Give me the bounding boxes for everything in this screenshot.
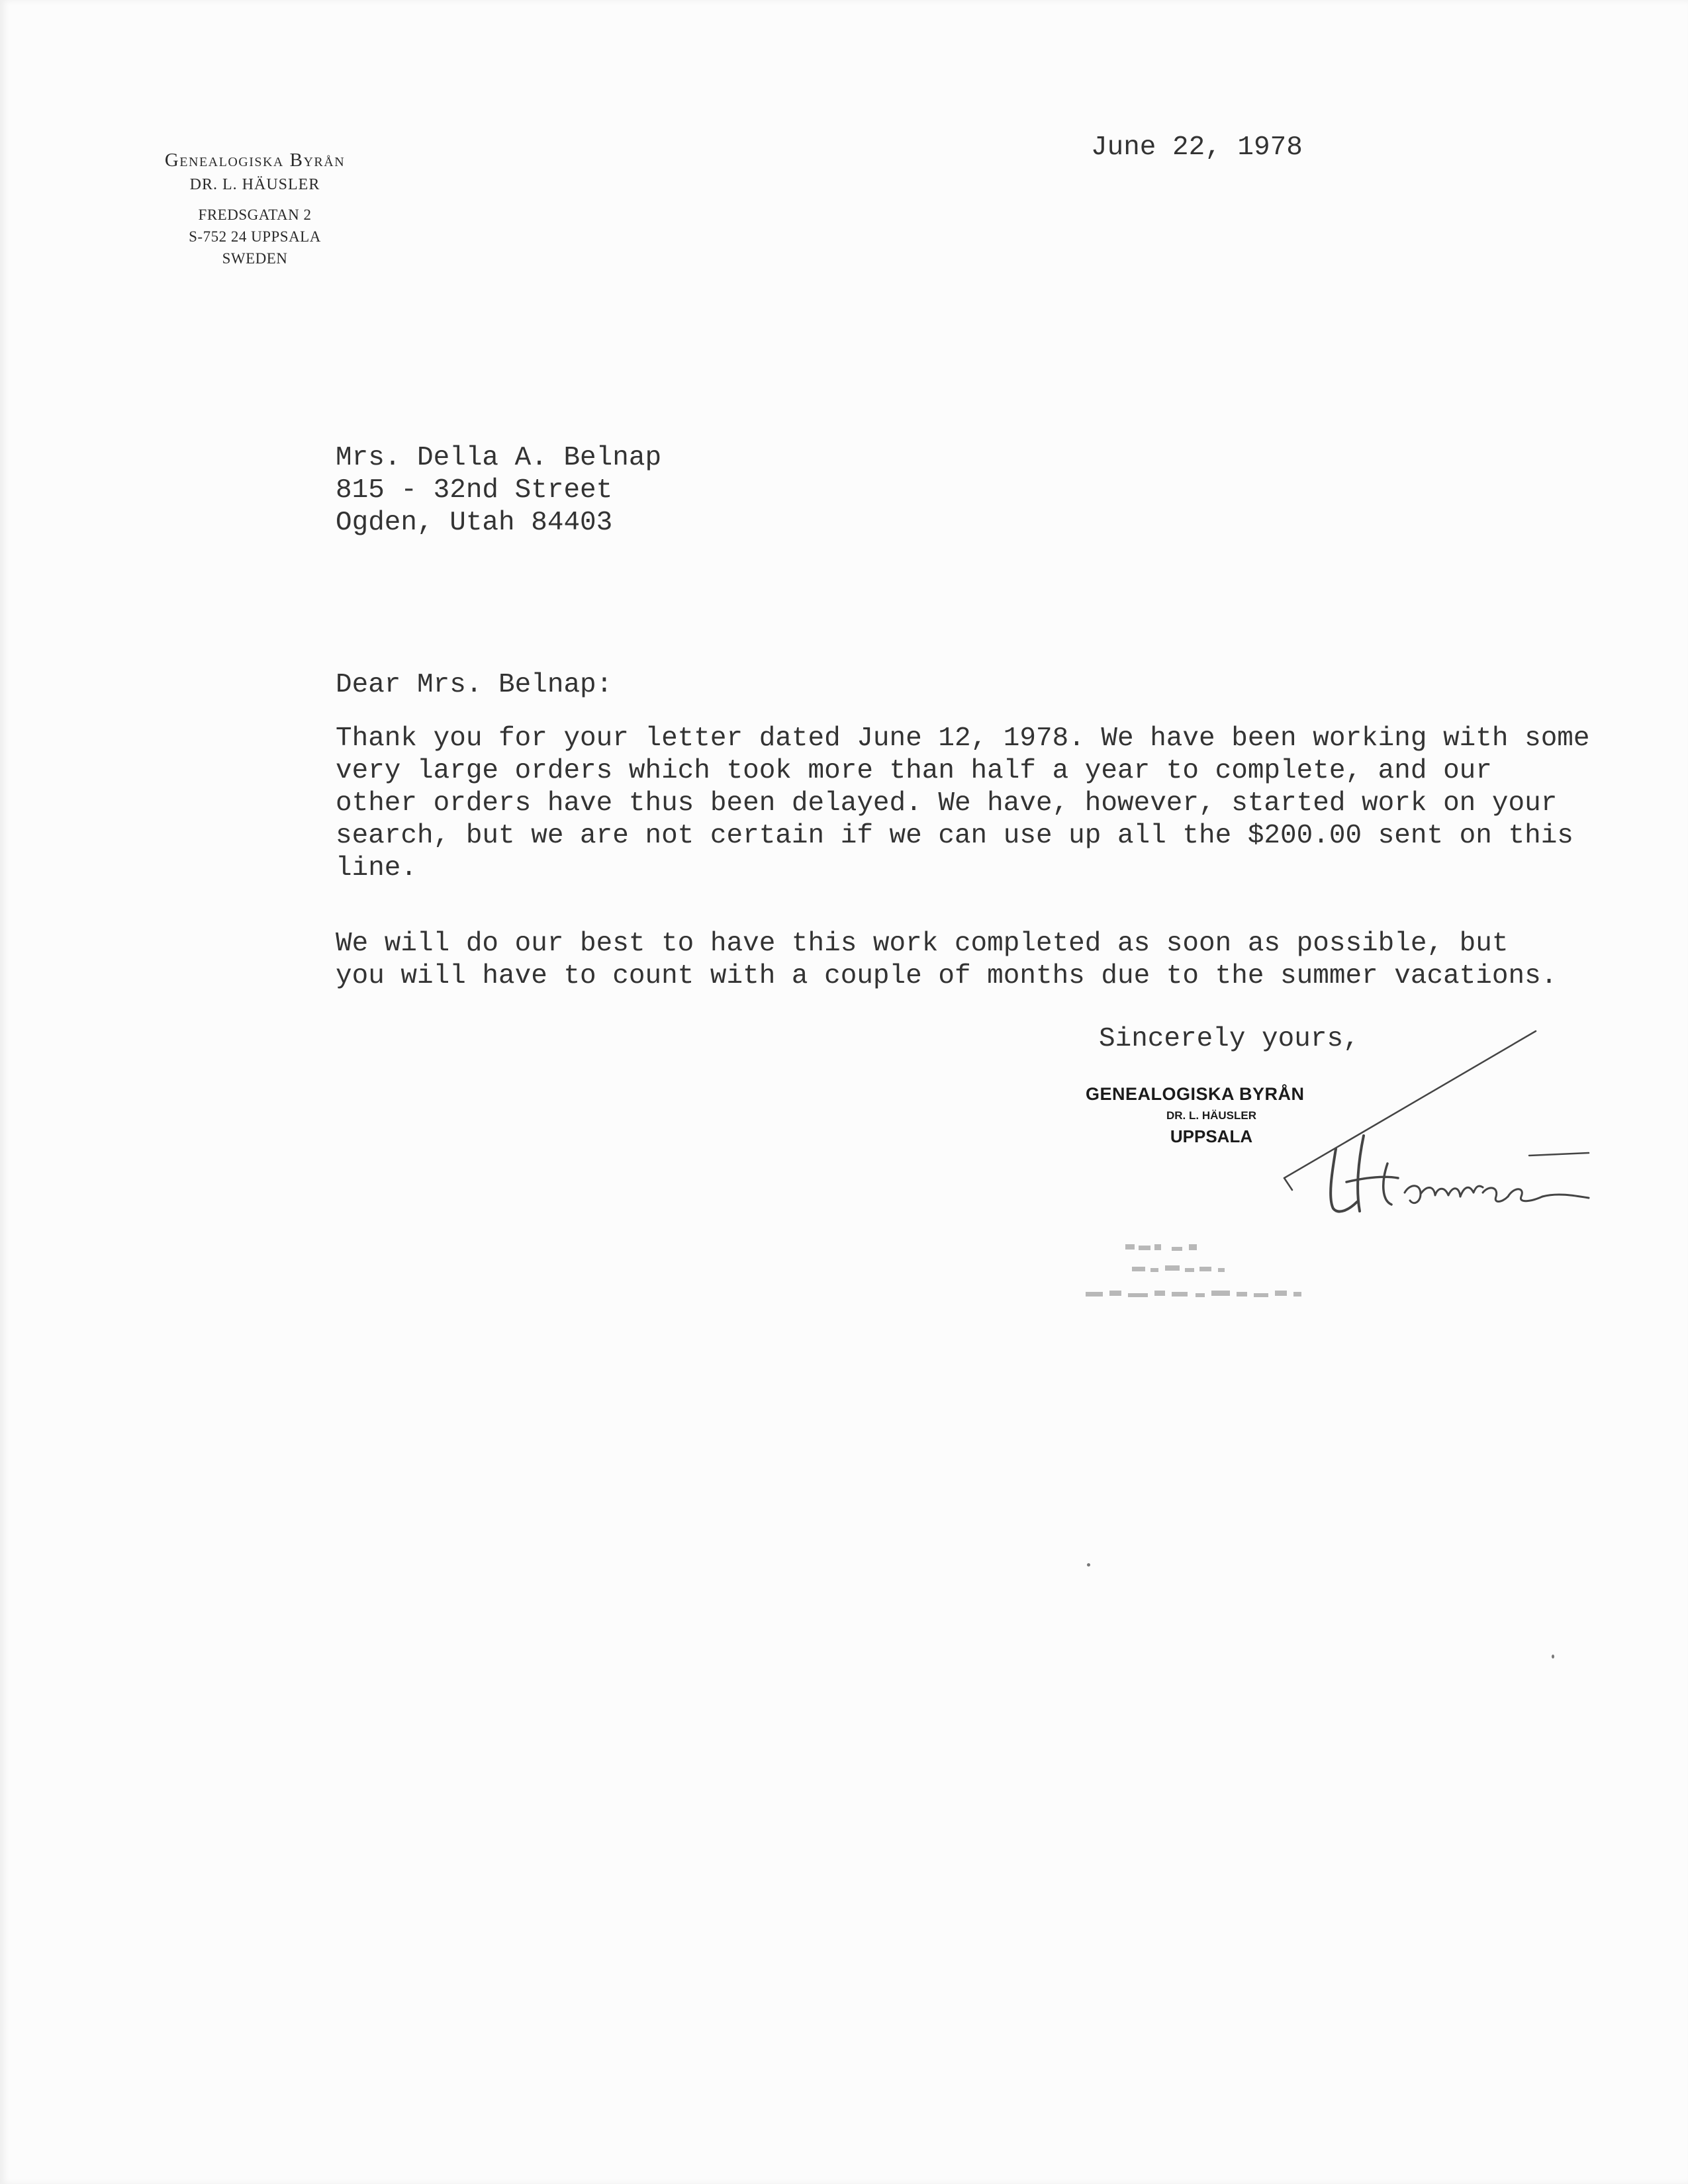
letterhead [126, 147, 384, 269]
stamp-person: DR. L. HÄUSLER [1166, 1109, 1256, 1122]
closing: Sincerely yours, [1099, 1024, 1360, 1054]
salutation: Dear Mrs. Belnap: [336, 670, 613, 700]
letterhead-country: SWEDEN [222, 250, 288, 267]
recipient-address [336, 442, 661, 539]
faded-stamp-mark [1072, 1238, 1377, 1330]
recipient-city: Ogden, Utah 84403 [336, 508, 613, 538]
paper-speck [1552, 1655, 1554, 1659]
handwritten-signature [1258, 1019, 1615, 1218]
paper-speck [1087, 1563, 1090, 1567]
letter-date: June 22, 1978 [1091, 132, 1303, 163]
body-paragraph-1: Thank you for your letter dated June 12, 1978. We have been working with some very large orders which took more than half a year to complete, and our other orders have thus been delayed. We have, however, started work on your search, but we are not certain if we can use up all the $200.00 sent on this line. [336, 723, 1590, 884]
letterhead-street: FREDSGATAN 2 [198, 206, 312, 223]
letterhead-company: Genealogiska Byrån [164, 150, 346, 171]
body-paragraph-2: We will do our best to have this work completed as soon as possible, but you will have to count with a couple of months due to the summer vacations. [336, 929, 1558, 991]
letterhead-person: DR. L. HÄUSLER [189, 176, 320, 193]
recipient-street: 815 - 32nd Street [336, 475, 613, 506]
stamp-company: GENEALOGISKA BYRÅN [1086, 1084, 1305, 1104]
stamp-city: UPPSALA [1170, 1126, 1253, 1146]
letterhead-postal: S-752 24 UPPSALA [189, 228, 321, 245]
recipient-name: Mrs. Della A. Belnap [336, 443, 662, 473]
